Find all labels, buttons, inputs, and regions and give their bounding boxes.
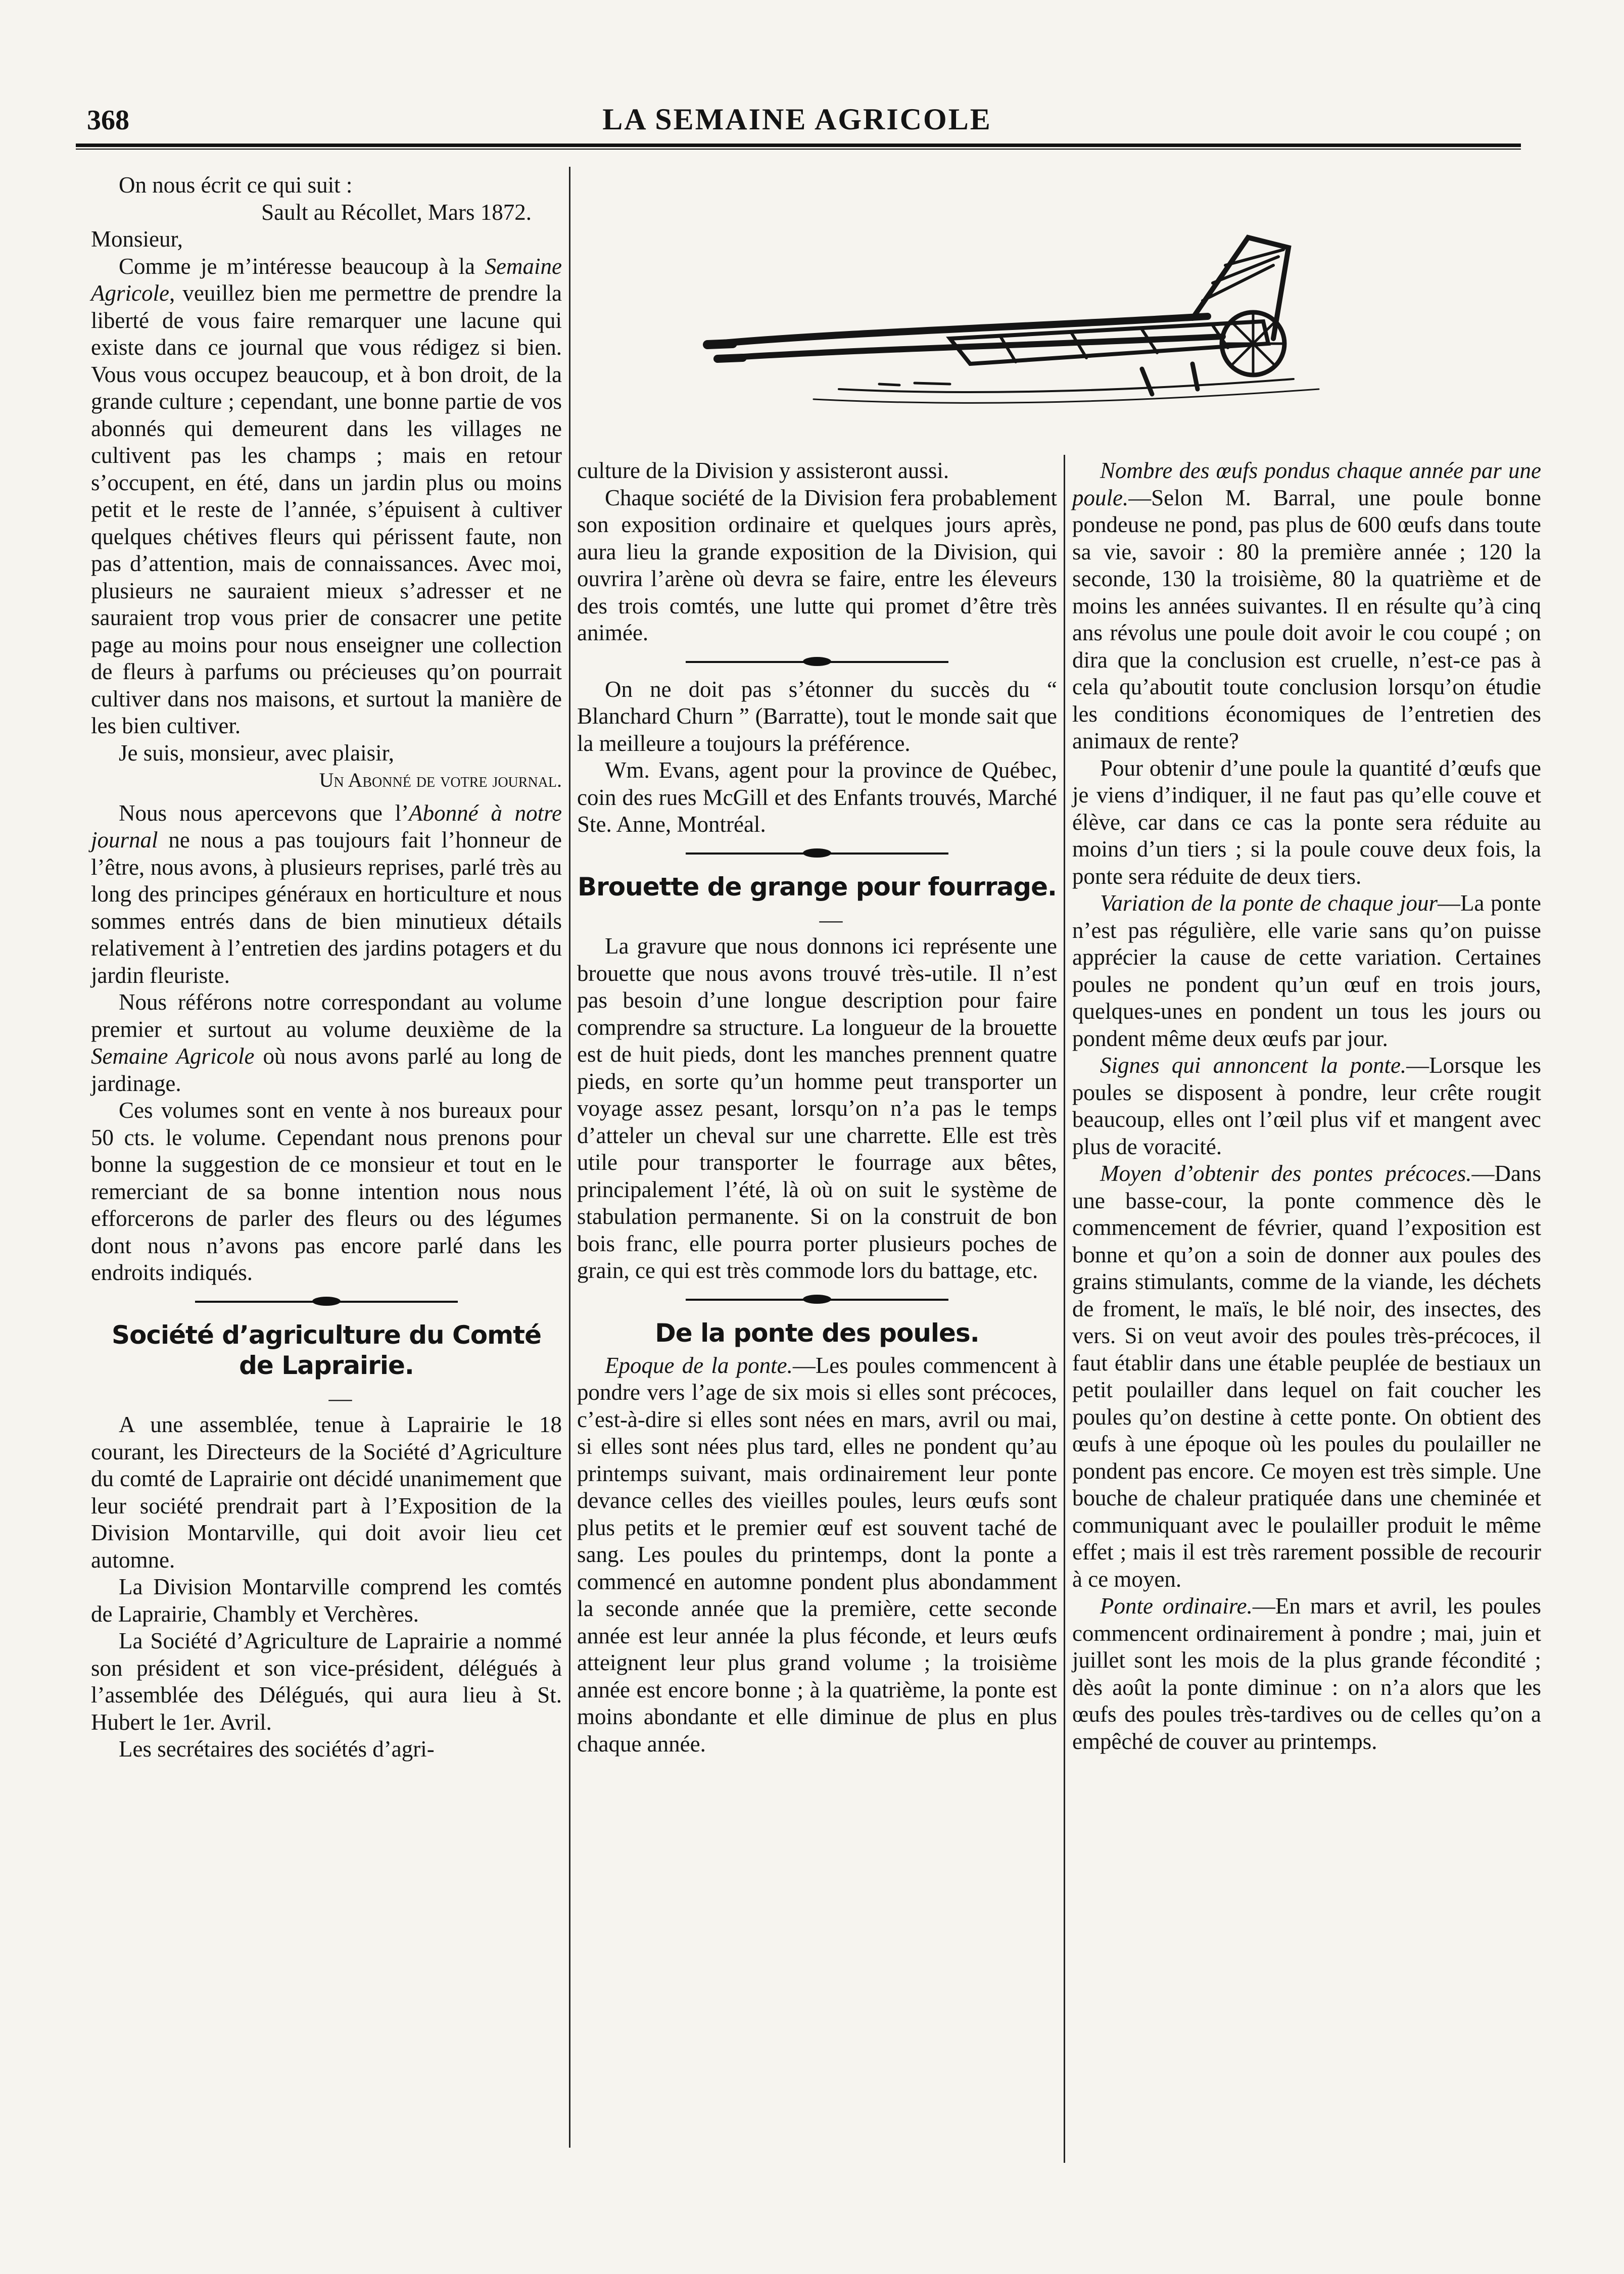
subheading: Variation de la ponte de chaque jour [1100, 890, 1438, 916]
heading-ponte-poules: De la ponte des poules. [655, 1318, 979, 1348]
text: où nous avons parlé au long de jardinage. [91, 1044, 562, 1096]
paragraph: La gravure que nous donnons ici représente une brouette que nous avons trouvé très-utile. Il n’est pas besoin d’une longue description pour faire comprendre sa structure. La longueur de la brouette est de huit pieds, dont les manches prennent quatre pieds, en sorte qu’un homme peut transporter un voyage assez pesant, lorsqu’on n’a pas le temps d’atteler un cheval sur une charrette. Elle est très utile pour transporter le fourrage aux bêtes, principalement l’été, là où on suit le système de stabulation permanente. Si on la construit de bon bois franc, elle pourra porter plusieurs poches de grain, ce qui est très commode lors du battage, etc. [577, 933, 1057, 1283]
heading-brouette: Brouette de grange pour fourrage. [577, 872, 1057, 902]
header-rule [76, 144, 1521, 150]
wheelbarrow-engraving-icon [687, 217, 1334, 430]
paragraph [577, 1352, 1057, 1758]
text: —La ponte n’est pas régulière, elle varie sans qu’on puisse apprécier la cause de cette variation. Certaines poules ne pondent qu’un œuf en trois jours, quelques-unes en pondent un tous les jours ou pondent même deux œufs par jour. [1072, 890, 1541, 1051]
text: —Dans une basse-cour, la ponte commence dès le commencement de février, quand l’exposition est bonne et qu’on a soin de donner aux poules des grains stimulants, comme de la viande, les déchets de froment, le maïs, le blé noir, des insectes, des vers. Si on veut avoir des poules très-précoces, il faut établir dans une étable peuplée de bestiaux un petit poulailler dans lequel on fait coucher les poules qu’on destine à cette ponte. On obtient des œufs à une époque où les poules du poulailler ne pondent pas encore. Ce moyen est très simple. Une bouche de chaleur pratiquée dans une cheminée et communiquant avec le poulailler produit le même effet ; mais il est très rarement possible de recourir à ce moyen. [1072, 1161, 1541, 1592]
column-3 [1072, 457, 1541, 1755]
paragraph: On ne doit pas s’étonner du succès du “ Blanchard Churn ” (Barratte), tout le monde sait que la meilleure a toujours la préférence. [577, 676, 1057, 756]
text: , veuillez bien me permettre de prendre la liberté de vous faire remarquer une lacune qui existe dans ce journal que vous rédigez si bien. Vous vous occupez beaucoup, et à bon droit, de la grande culture ; cependant, une bonne partie de vos abonnés qui demeurent dans les villages ne cultivent pas les champs ; mais en retour s’occupent, en été, dans un jardin plus ou moins petit et le reste de l’année, s’épuisent à cultiver quelques chétives fleurs qui périssent faute, non pas d’attention, mais de connaissances. Avec moi, plusieurs ne sauraient mieux s’adresser et ne sauraient trop vous prier de consacrer une petite page au moins pour nous enseigner une collection de fleurs à parfums ou précieuses qu’on pourrait cultiver dans nos maisons, et surtout la manière de les bien cultiver. [91, 280, 562, 738]
paragraph: Chaque société de la Division fera probablement son exposition ordinaire et quelques jours après, aura lieu la grande exposition de la Division, qui ouvrira l’arène où devra se faire, entre les éleveurs des trois comtés, une lutte qui promet d’être très animée. [577, 485, 1057, 645]
paragraph: A une assemblée, tenue à Laprairie le 18 courant, les Directeurs de la Société d’Agriculture du comté de Laprairie ont décidé unanimement que leur société prendrait part à l’Exposition de la Division Montarville, qui doit avoir lieu cet automne. [91, 1412, 562, 1573]
salutation: Monsieur, [91, 226, 183, 252]
paragraph [91, 989, 562, 1097]
paragraph: La Division Montarville comprend les comtés de Laprairie, Chambly et Verchères. [91, 1574, 562, 1627]
text: Comme je m’intéresse beaucoup à la [119, 253, 485, 279]
section-ornament [686, 845, 948, 861]
text: ne nous a pas toujours fait l’honneur de l’être, nous avons, à plusieurs reprises, parlé très au long des principes généraux en horticulture et nous sommes entrés dans de bien minutieux détails relativement à l’entretien des jardins potagers et du jardin fleuriste. [91, 827, 562, 988]
paragraph: Les secrétaires des sociétés d’agri- [119, 1736, 435, 1762]
journal-name: Semaine Agricole [91, 253, 562, 306]
subheading: Moyen d’obtenir des pontes précoces. [1100, 1161, 1472, 1186]
paragraph [91, 800, 562, 989]
column-divider-2 [1064, 455, 1065, 2163]
text: —En mars et avril, les poules commencent ordinairement à pondre ; mai, juin et juillet sont les mois de la plus grande fécondité ; dès août la ponte diminue : on n’a alors que les œufs des poules très-tardives ou de celles qu’on a empêché de couver au printemps. [1072, 1593, 1541, 1754]
subheading: Epoque de la ponte. [605, 1352, 793, 1378]
paragraph [1072, 1160, 1541, 1593]
paragraph [1072, 1052, 1541, 1160]
subheading: Nombre des œufs pondus chaque année par une poule. [1072, 458, 1541, 510]
section-ornament [195, 1294, 458, 1309]
column-2 [577, 457, 1057, 1758]
heading-dash: — [819, 906, 843, 932]
emphasis: Abonné à notre journal [91, 800, 562, 852]
text: Nous nous apercevons que l’ [119, 800, 409, 826]
column-1 [91, 172, 562, 1763]
paragraph: La Société d’Agriculture de Laprairie a nommé son président et son vice-président, délégués à l’assemblée des Délégués, qui aura lieu à St. Hubert le 1er. Avril. [91, 1628, 562, 1735]
paragraph: On nous écrit ce qui suit : [119, 172, 353, 198]
text: Nous référons notre correspondant au volume premier et surtout au volume deuxième de la [91, 989, 562, 1042]
paragraph: Je suis, monsieur, avec plaisir, [119, 740, 395, 766]
paragraph [1072, 1593, 1541, 1755]
text: —Lorsque les poules se disposent à pondre, leur crête rougit beaucoup, elles ont l’œil plus vif et mangent avec plus de voracité. [1072, 1053, 1541, 1159]
signature: Un Abonné de votre journal. [319, 769, 562, 791]
heading-societe-laprairie: Société d’agriculture du Comté de Laprairie. [112, 1320, 541, 1380]
paragraph: Pour obtenir d’une poule la quantité d’œufs que je viens d’indiquer, il ne faut pas qu’elle couve et élève, car dans ce cas la ponte sera réduite au moins d’un tiers ; si la poule couve deux fois, la ponte sera réduite de deux tiers. [1072, 755, 1541, 889]
text: —Les poules commencent à pondre vers l’age de six mois si elles sont précoces, c’est-à-dire si elles sont nées en mars, avril ou mai, si elles sont nées plus tard, elles ne pondent qu’au printemps suivant, mais ordinairement leur ponte devance celles des vieilles poules, leurs œufs sont plus petits et le premier œuf est souvent taché de sang. Les poules du printemps, dont la ponte a commencé en automne pondent plus abondamment la seconde année que la première, cette seconde année est leur année la plus féconde, et leurs œufs atteignent leur plus grand volume ; la troisième année est encore bonne ; à la quatrième, la ponte est moins abondante et elle diminue de plus en plus chaque année. [577, 1352, 1057, 1757]
section-ornament [686, 1292, 948, 1307]
section-ornament [686, 654, 948, 669]
paragraph [1072, 890, 1541, 1052]
paragraph [91, 253, 562, 740]
paragraph: culture de la Division y assisteront aussi. [577, 458, 949, 483]
subheading: Signes qui annoncent la ponte. [1100, 1053, 1407, 1078]
dateline: Sault au Récollet, Mars 1872. [261, 199, 532, 225]
column-divider-1 [569, 167, 570, 2148]
text: —Selon M. Barral, une poule bonne pondeuse ne pond, pas plus de 600 œufs dans toute sa vie, savoir : 80 la première année ; 120 la seconde, 130 la troisième, 80 la quatrième et de moins les années suivantes. Il en résulte qu’à cinq ans révolus une poule doit avoir le cou coupé ; on dira que la conclusion est cruelle, n’est-ce pas à cela qu’aboutit toute conclusion lorsqu’on étudie les conditions économiques de l’entretien des animaux de rente? [1072, 485, 1541, 753]
journal-name: Semaine Agricole [91, 1044, 255, 1069]
heading-dash: — [328, 1385, 352, 1411]
journal-title: LA SEMAINE AGRICOLE [602, 103, 992, 136]
page-number: 368 [87, 105, 129, 136]
paragraph: Ces volumes sont en vente à nos bureaux pour 50 cts. le volume. Cependant nous prenons pour bonne la suggestion de ce monsieur et tout en le remerciant de sa bonne intention nous nous efforcerons de parler des fleurs ou des légumes dont nous n’avons pas encore parlé dans les endroits indiqués. [91, 1098, 562, 1285]
paragraph [1072, 457, 1541, 755]
subheading: Ponte ordinaire. [1100, 1593, 1253, 1619]
page-header [76, 99, 1518, 148]
paragraph: Wm. Evans, agent pour la province de Québec, coin des rues McGill et des Enfants trouvés, Marché Ste. Anne, Montréal. [577, 757, 1057, 837]
